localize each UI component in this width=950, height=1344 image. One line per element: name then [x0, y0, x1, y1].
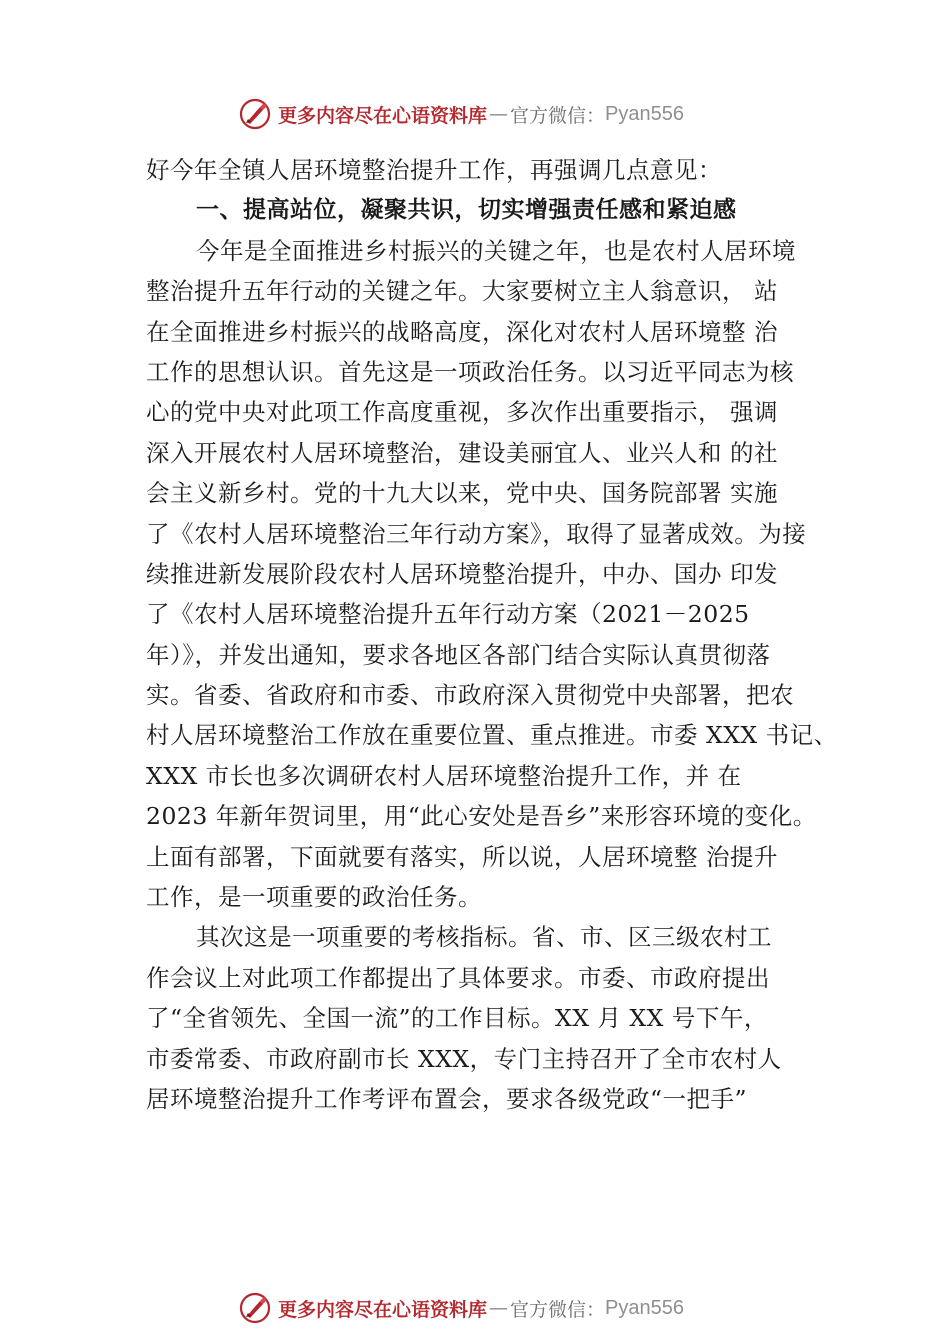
header-site-name: 更多内容尽在心语资料库 — [278, 104, 488, 127]
footer-wechat-id: Pyan556 — [605, 1296, 684, 1319]
body-line: 了《农村人居环境整治三年行动方案》，取得了显著成效。为接 — [146, 519, 807, 548]
body-line: 深入开展农村人居环境整治，建设美丽宜人、业兴人和 的社 — [146, 438, 778, 467]
body-line: 整治提升五年行动的关键之年。大家要树立主人翁意识， 站 — [146, 277, 778, 306]
header-wechat-id: Pyan556 — [605, 102, 684, 125]
footer-dash: — — [489, 1297, 509, 1319]
body-line: 心的党中央对此项工作高度重视，多次作出重要指示， 强调 — [146, 398, 778, 427]
section-heading: 一、提高站位，凝聚共识，切实增强责任感和紧迫感 — [196, 197, 737, 224]
footer-site-name: 更多内容尽在心语资料库 — [278, 1298, 488, 1321]
body-line: 会主义新乡村。党的十九大以来，党中央、国务院部署 实施 — [146, 479, 778, 508]
body-line: 年）》，并发出通知，要求各地区各部门结合实际认真贯彻落 — [146, 640, 771, 669]
pen-logo-icon — [238, 1291, 272, 1325]
footer-wechat-label: 官方微信： — [510, 1298, 606, 1321]
document-body — [146, 150, 846, 1119]
footer-banner — [238, 1290, 684, 1326]
body-line: 上面有部署，下面就要有落实，所以说，人居环境整 治提升 — [146, 842, 778, 871]
body-line: 工作的思想认识。首先这是一项政治任务。以习近平同志为核 — [146, 357, 794, 386]
body-line: 居环境整治提升工作考评布置会，要求各级党政“一把手” — [146, 1084, 748, 1113]
body-line: 实。省委、省政府和市委、市政府深入贯彻党中央部署，把农 — [146, 681, 794, 710]
body-line: 续推进新发展阶段农村人居环境整治提升，中办、国办 印发 — [146, 559, 778, 588]
pen-logo-icon — [238, 97, 272, 131]
body-line: XXX 市长也多次调研农村人居环境整治提升工作，并 在 — [146, 761, 742, 790]
body-line: 在全面推进乡村振兴的战略高度，深化对农村人居环境整 治 — [146, 317, 778, 346]
body-line: 今年是全面推进乡村振兴的关键之年，也是农村人居环境 — [196, 236, 796, 265]
body-line: 了“全省领先、全国一流”的工作目标。XX 月 XX 号下午， — [146, 1004, 768, 1033]
body-line: 村人居环境整治工作放在重要位置、重点推进。市委 XXX 书记、 — [146, 721, 838, 750]
header-dash: — — [489, 103, 509, 125]
body-line: 市委常委、市政府副市长 XXX，专门主持召开了全市农村人 — [146, 1044, 782, 1073]
body-line: 工作，是一项重要的政治任务。 — [146, 883, 482, 912]
body-line: 作会议上对此项工作都提出了具体要求。市委、市政府提出 — [146, 963, 770, 992]
header-banner — [238, 96, 684, 132]
body-line: 2023 年新年贺词里，用“此心安处是吾乡”来形容环境的变化。 — [146, 802, 817, 831]
body-line: 其次这是一项重要的考核指标。省、市、区三级农村工 — [196, 923, 772, 952]
body-line: 了《农村人居环境整治提升五年行动方案（2021－2025 — [146, 600, 750, 629]
body-line: 好今年全镇人居环境整治提升工作，再强调几点意见： — [146, 156, 722, 184]
header-wechat-label: 官方微信： — [510, 104, 606, 127]
